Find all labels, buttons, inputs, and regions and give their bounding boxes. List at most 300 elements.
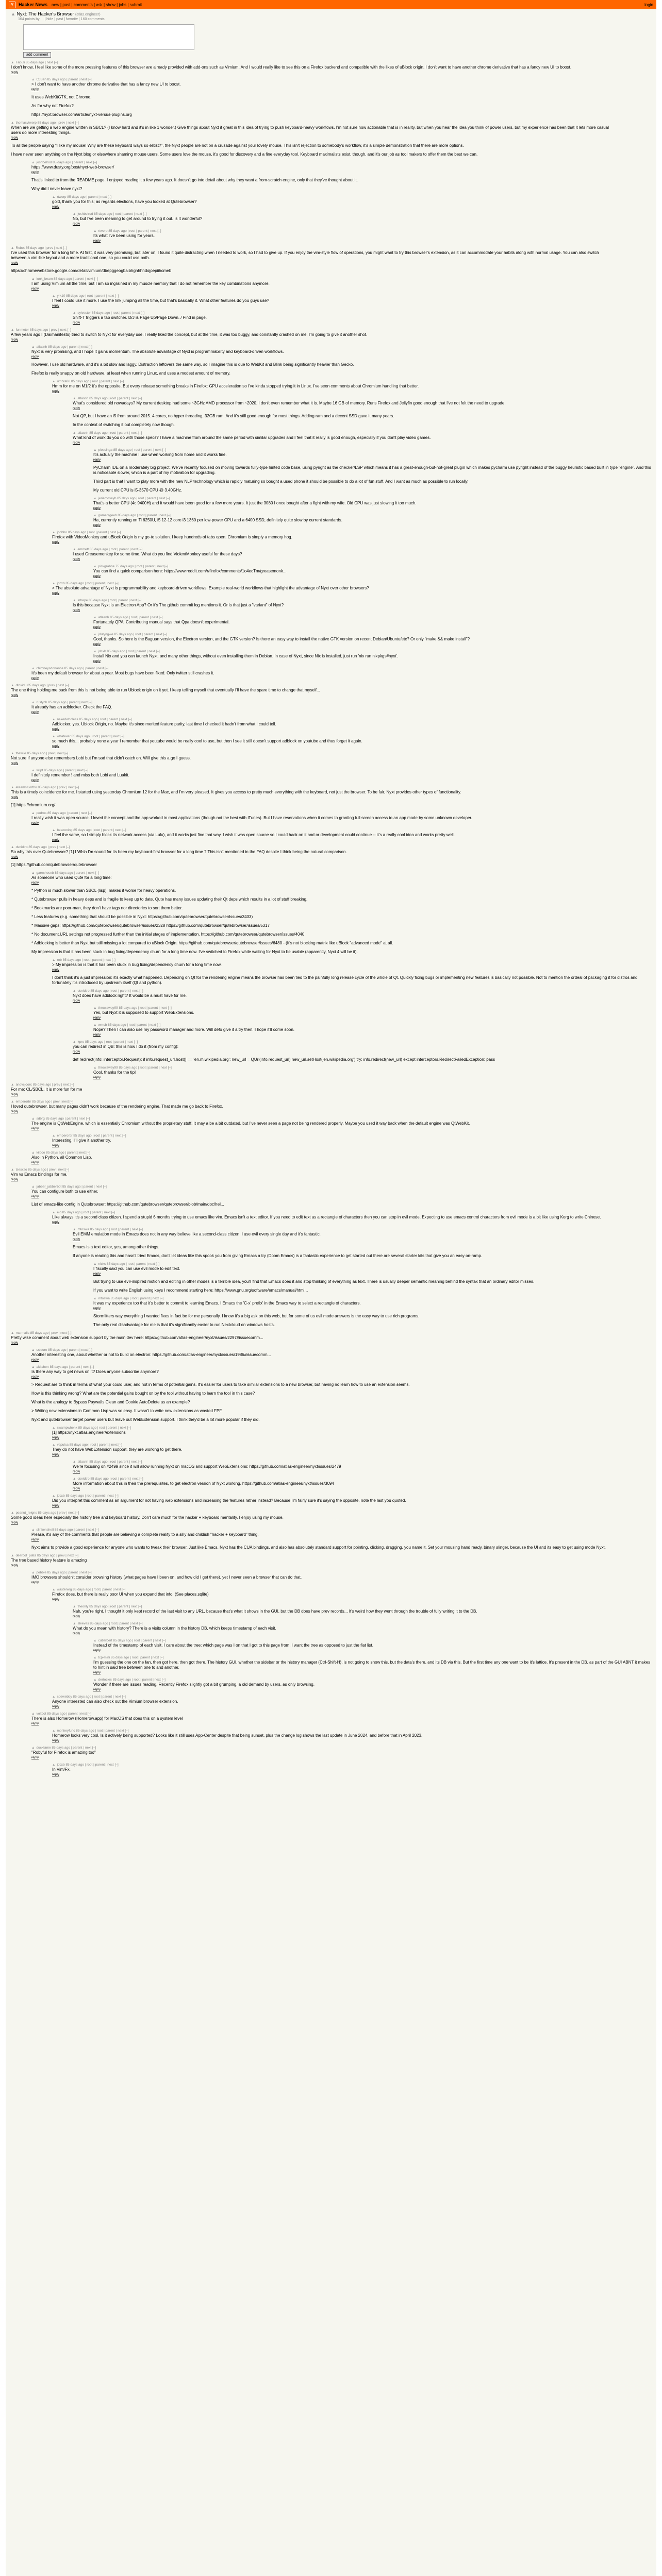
upvote-arrow-icon[interactable]: ▲ [52, 1695, 56, 1699]
comment-meta[interactable] [31, 1746, 651, 1750]
comment-byline[interactable]: yrk10 85 days ago | root | parent | next [–] [57, 294, 119, 298]
upvote-arrow-icon[interactable]: ▲ [73, 397, 76, 400]
upvote-arrow-icon[interactable]: ▲ [93, 565, 97, 568]
reply-link[interactable]: reply [11, 71, 19, 74]
upvote-arrow-icon[interactable]: ▲ [73, 1460, 76, 1464]
comment-byline[interactable]: monkeyfunc 85 days ago | root | parent | next [–] [57, 1729, 129, 1733]
comment-meta[interactable] [52, 1695, 651, 1699]
comment-byline[interactable]: intrepe 85 days ago | root | parent | next [–] [77, 599, 142, 602]
comment-meta[interactable] [52, 1588, 651, 1591]
reply-link[interactable]: reply [31, 778, 39, 782]
comment-byline[interactable]: kilboo 85 days ago | parent | next [–] [36, 1151, 90, 1155]
comment-meta[interactable] [31, 1117, 651, 1121]
upvote-arrow-icon[interactable]: ▲ [93, 650, 97, 653]
upvote-arrow-icon[interactable]: ▲ [52, 582, 56, 585]
upvote-arrow-icon[interactable]: ▲ [31, 1348, 35, 1352]
upvote-arrow-icon[interactable]: ▲ [52, 1211, 56, 1214]
reply-link[interactable]: reply [11, 338, 19, 342]
reply-link[interactable]: reply [52, 1221, 60, 1224]
comment-meta[interactable] [31, 1185, 651, 1189]
comment-meta[interactable] [52, 1134, 651, 1138]
comment-byline[interactable]: sdbrg 85 days ago | parent | next [–] [36, 1117, 90, 1121]
comment-textarea[interactable] [23, 24, 194, 50]
reply-link[interactable]: reply [52, 838, 60, 842]
reply-link[interactable]: reply [73, 1050, 80, 1054]
upvote-arrow-icon[interactable]: ▲ [52, 1588, 56, 1591]
upvote-arrow-icon[interactable]: ▲ [11, 1083, 14, 1087]
comment-meta[interactable] [31, 1348, 651, 1352]
comment-meta[interactable] [31, 1365, 651, 1369]
reply-link[interactable]: reply [31, 710, 39, 714]
comment-byline[interactable]: peanut_reigns 85 days ago | prev | next [–] [15, 1511, 79, 1515]
reply-link[interactable]: reply [52, 1144, 60, 1147]
upvote-arrow-icon[interactable]: ▲ [52, 718, 56, 721]
reply-link[interactable]: reply [31, 1375, 39, 1379]
upvote-arrow-icon[interactable]: ▲ [52, 195, 56, 199]
upvote-arrow-icon[interactable]: ▲ [31, 769, 35, 772]
comment-meta[interactable] [31, 277, 651, 281]
upvote-arrow-icon[interactable]: ▲ [31, 1365, 35, 1369]
upvote-arrow-icon[interactable]: ▲ [11, 1554, 14, 1557]
upvote-arrow-icon[interactable]: ▲ [73, 599, 76, 602]
upvote-arrow-icon[interactable]: ▲ [93, 1262, 97, 1266]
upvote-arrow-icon[interactable]: ▲ [31, 1528, 35, 1532]
comment-byline[interactable]: funmeter 85 days ago | prev | next [–] [15, 328, 71, 332]
upvote-arrow-icon[interactable]: ▲ [31, 1571, 35, 1574]
reply-link[interactable]: reply [11, 1341, 19, 1345]
comment-byline[interactable]: jeriamoseyb 85 days ago | root | parent | next [–] [98, 497, 170, 500]
comment-meta[interactable] [52, 958, 651, 962]
comment-meta[interactable] [93, 497, 651, 500]
comment-byline[interactable]: sdewebby 85 days ago | root | parent | next [–] [57, 1695, 126, 1699]
comment-byline[interactable]: tsesxso 85 days ago | prev | next [–] [15, 1168, 70, 1172]
reply-link[interactable]: reply [93, 642, 101, 646]
reply-link[interactable]: reply [11, 855, 19, 859]
upvote-arrow-icon[interactable]: ▲ [31, 1151, 35, 1155]
upvote-arrow-icon[interactable]: ▲ [52, 735, 56, 738]
comment-byline[interactable]: eteamsit.ortho 85 days ago | prev | next [–] [15, 786, 79, 789]
reply-link[interactable]: reply [31, 881, 39, 885]
comment-byline[interactable]: CJBen 85 days ago | parent | next [–] [36, 78, 92, 81]
reply-link[interactable]: reply [73, 1487, 80, 1490]
comment-byline[interactable]: umbra88 85 days ago | root | parent | next [–] [57, 380, 124, 383]
comment-byline[interactable]: dtoxidu 85 days ago | prev | next [–] [15, 684, 69, 687]
upvote-arrow-icon[interactable]: ▲ [31, 701, 35, 704]
reply-link[interactable]: reply [31, 676, 39, 680]
reply-link[interactable]: reply [52, 1739, 60, 1742]
reply-link[interactable]: reply [11, 1093, 19, 1096]
upvote-arrow-icon[interactable]: ▲ [73, 431, 76, 435]
comment-byline[interactable]: lunk_beam 85 days ago | parent | next [–] [36, 277, 98, 281]
comment-meta[interactable] [93, 616, 651, 619]
reply-link[interactable]: reply [11, 261, 19, 265]
upvote-arrow-icon[interactable]: ▲ [73, 989, 76, 993]
story-title[interactable]: Nyxt: The Hacker's Browser [16, 11, 74, 16]
comment-meta[interactable] [73, 1477, 651, 1481]
comment-byline[interactable]: chimneysdonance 85 days ago | parent | next [–] [36, 667, 109, 670]
upvote-arrow-icon[interactable]: ▲ [52, 958, 56, 962]
comment-byline[interactable]: jdcxb 85 days ago | root | parent | next [–] [98, 650, 160, 653]
reply-link[interactable]: reply [31, 1195, 39, 1198]
comment-meta[interactable] [52, 195, 651, 199]
comment-meta[interactable] [31, 1528, 651, 1532]
comment-byline[interactable]: ssidore 85 days ago | parent | next [–] [36, 1348, 92, 1352]
upvote-arrow-icon[interactable]: ▲ [31, 78, 35, 81]
upvote-arrow-icon[interactable]: ▲ [11, 752, 14, 755]
comment-byline[interactable]: atlasnh 85 days ago | root | parent | next [–] [77, 1460, 142, 1464]
comment-byline[interactable]: elo 85 days ago | root | parent | next [–] [57, 1211, 115, 1214]
reply-link[interactable]: reply [52, 1705, 60, 1708]
comment-meta[interactable] [31, 769, 651, 772]
y-logo-icon[interactable]: Y [9, 2, 15, 8]
reply-link[interactable]: reply [31, 1756, 39, 1759]
upvote-arrow-icon[interactable]: ▲ [73, 548, 76, 551]
upvote-arrow-icon[interactable]: ▲ [11, 1511, 14, 1515]
comment-byline[interactable]: wasterwig 85 days ago | root | parent | next [–] [57, 1588, 126, 1591]
upvote-arrow-icon[interactable]: ▲ [93, 1639, 97, 1642]
reply-link[interactable]: reply [31, 355, 39, 359]
comment-meta[interactable] [52, 735, 651, 738]
comment-byline[interactable]: sleeves 85 days ago | root | parent | next [–] [77, 1622, 143, 1625]
upvote-arrow-icon[interactable]: ▲ [52, 1763, 56, 1767]
comment-meta[interactable] [73, 311, 651, 315]
comment-byline[interactable]: rustycb 85 days ago | parent | next [–] [36, 701, 92, 704]
reply-link[interactable]: reply [31, 1127, 39, 1130]
comment-meta[interactable] [73, 431, 651, 435]
upvote-arrow-icon[interactable]: ▲ [11, 121, 14, 125]
comment-meta[interactable] [93, 1656, 651, 1659]
comment-meta[interactable] [31, 667, 651, 670]
comment-byline[interactable]: swampwhenk 85 days ago | root | parent | next [–] [57, 1426, 131, 1430]
comment-meta[interactable] [52, 1443, 651, 1447]
comment-meta[interactable] [93, 229, 651, 233]
upvote-arrow-icon[interactable]: ▲ [11, 11, 15, 16]
comment-meta[interactable] [73, 1040, 651, 1044]
comment-byline[interactable]: mtoswa 85 days ago | root | parent | next [–] [77, 1228, 143, 1231]
comment-byline[interactable]: plessinga 85 days ago | root | parent | next [–] [98, 448, 166, 452]
upvote-arrow-icon[interactable]: ▲ [73, 1622, 76, 1625]
comment-meta[interactable] [93, 633, 651, 636]
comment-meta[interactable] [93, 1297, 651, 1300]
upvote-arrow-icon[interactable]: ▲ [11, 1100, 14, 1104]
comment-byline[interactable]: vapulsa 85 days ago | root | parent | next [–] [57, 1443, 122, 1447]
reply-link[interactable]: reply [93, 1688, 101, 1691]
reply-link[interactable]: reply [11, 1521, 19, 1524]
reply-link[interactable]: reply [31, 171, 39, 174]
upvote-arrow-icon[interactable]: ▲ [52, 380, 56, 383]
reply-link[interactable]: reply [73, 222, 80, 226]
upvote-arrow-icon[interactable]: ▲ [93, 633, 97, 636]
upvote-arrow-icon[interactable]: ▲ [93, 1297, 97, 1300]
reply-link[interactable]: reply [73, 406, 80, 410]
upvote-arrow-icon[interactable]: ▲ [52, 531, 56, 534]
comment-byline[interactable]: thewile 85 days ago | prev | next [–] [15, 752, 69, 755]
comment-meta[interactable] [93, 1262, 651, 1266]
comment-byline[interactable]: rtwerp 85 days ago | root | parent | next [–] [98, 229, 161, 233]
comment-byline[interactable]: wmcb 85 days ago | root | parent | next [–] [98, 1023, 161, 1027]
comment-byline[interactable]: garecheseb 85 days ago | parent | next [–] [36, 871, 99, 875]
reply-link[interactable]: reply [11, 1178, 19, 1181]
comment-meta[interactable] [31, 345, 651, 349]
comment-byline[interactable]: dsnidtro 85 days ago | root | parent | next [–] [77, 1477, 143, 1481]
comment-byline[interactable]: joshbelrod 85 days ago | parent | next [–] [36, 161, 97, 164]
comment-byline[interactable]: pedros 85 days ago | parent | next [–] [36, 811, 92, 815]
upvote-arrow-icon[interactable]: ▲ [73, 311, 76, 315]
reply-link[interactable]: reply [52, 1598, 60, 1601]
upvote-arrow-icon[interactable]: ▲ [93, 448, 97, 452]
upvote-arrow-icon[interactable]: ▲ [73, 212, 76, 216]
comment-byline[interactable]: atlasnh 85 days ago | root | parent | next [–] [77, 397, 142, 400]
comment-meta[interactable] [93, 1023, 651, 1027]
comment-byline[interactable]: emmett 85 days ago | root | parent | next [–] [77, 548, 143, 551]
comment-byline[interactable]: Robot 85 days ago | prev | next [–] [15, 246, 67, 250]
comment-meta[interactable] [93, 514, 651, 517]
reply-link[interactable]: reply [73, 1470, 80, 1473]
comment-meta[interactable] [11, 1331, 651, 1335]
reply-link[interactable]: reply [73, 1632, 80, 1635]
reply-link[interactable]: reply [31, 1581, 39, 1584]
reply-link[interactable]: reply [93, 239, 101, 243]
comment-byline[interactable]: cutlerbert 85 days ago | root | parent | next [–] [98, 1639, 166, 1642]
reply-link[interactable]: reply [93, 1016, 101, 1020]
comment-byline[interactable]: emperorbr 85 days ago | prev | next [–] [15, 1100, 74, 1104]
comment-meta[interactable] [73, 599, 651, 602]
comment-byline[interactable]: sylvester 85 days ago | root | parent | next [–] [77, 311, 145, 315]
comment-byline[interactable]: anovcjoorc 85 days ago | prev | next [–] [15, 1083, 74, 1087]
reply-link[interactable]: reply [11, 1110, 19, 1113]
comment-meta[interactable] [11, 752, 651, 755]
reply-link[interactable]: reply [93, 458, 101, 462]
comment-meta[interactable] [11, 786, 651, 789]
comment-byline[interactable]: whatever 85 days ago | root | parent | next [–] [57, 735, 124, 738]
comment-meta[interactable] [73, 989, 651, 993]
upvote-arrow-icon[interactable]: ▲ [73, 1477, 76, 1481]
comment-meta[interactable] [11, 121, 651, 125]
comment-byline[interactable]: jdcxb 85 days ago | root | parent | next [–] [57, 582, 119, 585]
comment-byline[interactable]: emperorbr 85 days ago | root | parent | next [–] [57, 1134, 126, 1138]
upvote-arrow-icon[interactable]: ▲ [52, 294, 56, 298]
upvote-arrow-icon[interactable]: ▲ [11, 684, 14, 687]
reply-link[interactable]: reply [52, 744, 60, 748]
comment-byline[interactable]: gamersgeeb 85 days ago | root | parent | next [–] [98, 514, 171, 517]
comment-byline[interactable]: jabber_jabberbot 85 days ago | parent | next [–] [36, 1185, 107, 1189]
reply-link[interactable]: reply [93, 625, 101, 629]
comment-meta[interactable] [52, 1426, 651, 1430]
upvote-arrow-icon[interactable]: ▲ [11, 246, 14, 250]
upvote-arrow-icon[interactable]: ▲ [93, 497, 97, 500]
reply-link[interactable]: reply [93, 523, 101, 527]
upvote-arrow-icon[interactable]: ▲ [11, 845, 14, 849]
comment-meta[interactable] [11, 246, 651, 250]
comment-byline[interactable]: slinkenshell 85 days ago | parent | next [–] [36, 1528, 99, 1532]
comment-meta[interactable] [11, 1511, 651, 1515]
upvote-arrow-icon[interactable]: ▲ [93, 1656, 97, 1659]
reply-link[interactable]: reply [93, 1272, 101, 1276]
upvote-arrow-icon[interactable]: ▲ [11, 328, 14, 332]
comment-byline[interactable]: voltbot 85 days ago | parent | next [–] [36, 1712, 92, 1716]
comment-meta[interactable] [73, 212, 651, 216]
comment-byline[interactable]: jdcxb 85 days ago | root | parent | next [–] [57, 1494, 119, 1498]
reply-link[interactable]: reply [73, 608, 80, 612]
comment-meta[interactable] [93, 650, 651, 653]
comment-byline[interactable]: dertocles 85 days ago | root | parent | next [–] [98, 1678, 166, 1682]
comment-byline[interactable]: pickgrabbe 75 days ago | root | parent | next [–] [98, 565, 169, 568]
comment-byline[interactable]: theonly 85 days ago | root | parent | next [–] [77, 1605, 142, 1608]
reply-link[interactable]: reply [93, 1307, 101, 1310]
reply-link[interactable]: reply [52, 1453, 60, 1456]
reply-link[interactable]: reply [73, 1615, 80, 1618]
upvote-arrow-icon[interactable]: ▲ [52, 1729, 56, 1733]
comment-byline[interactable]: marmalis 85 days ago | prev | next [–] [15, 1331, 72, 1335]
reply-link[interactable]: reply [31, 1161, 39, 1164]
reply-link[interactable]: reply [31, 287, 39, 291]
comment-byline[interactable]: rtwerp 85 days ago | parent | next [–] [57, 195, 112, 199]
reply-link[interactable]: reply [93, 659, 101, 663]
upvote-arrow-icon[interactable]: ▲ [52, 1443, 56, 1447]
comment-meta[interactable] [93, 1066, 651, 1070]
comment-meta[interactable] [11, 61, 651, 64]
comment-meta[interactable] [31, 78, 651, 81]
comment-byline[interactable]: jbobbo 85 days ago | root | parent | next [–] [57, 531, 121, 534]
comment-meta[interactable] [11, 684, 651, 687]
upvote-arrow-icon[interactable]: ▲ [11, 1331, 14, 1335]
comment-meta[interactable] [73, 1622, 651, 1625]
reply-link[interactable]: reply [93, 574, 101, 578]
comment-byline[interactable]: kpro 85 days ago | root | parent | next [–] [77, 1040, 138, 1044]
comment-meta[interactable] [11, 1168, 651, 1172]
upvote-arrow-icon[interactable]: ▲ [52, 1426, 56, 1430]
reply-link[interactable]: reply [52, 591, 60, 595]
comment-meta[interactable] [52, 828, 651, 832]
reply-link[interactable]: reply [52, 1504, 60, 1507]
reply-link[interactable]: reply [93, 1649, 101, 1652]
reply-link[interactable]: reply [11, 136, 19, 140]
comment-byline[interactable]: Fabuli 85 days ago | next [–] [15, 61, 58, 64]
upvote-arrow-icon[interactable]: ▲ [73, 1228, 76, 1231]
upvote-arrow-icon[interactable]: ▲ [31, 871, 35, 875]
comment-meta[interactable] [52, 718, 651, 721]
comment-byline[interactable]: wllpt 85 days ago | parent | next [–] [36, 769, 89, 772]
comment-meta[interactable] [31, 1571, 651, 1574]
comment-byline[interactable]: jdcxb 85 days ago | root | parent | next [–] [57, 1763, 119, 1767]
comment-meta[interactable] [31, 871, 651, 875]
comment-meta[interactable] [52, 582, 651, 585]
nav-text[interactable]: new | past | comments | ask | show | jobs | submit [52, 2, 142, 7]
upvote-arrow-icon[interactable]: ▲ [52, 1494, 56, 1498]
comment-byline[interactable]: dsnidtro 85 days ago | root | parent | next [–] [77, 989, 143, 993]
comment-meta[interactable] [52, 1763, 651, 1767]
comment-byline[interactable]: nicks 85 days ago | root | parent | next [–] [98, 1262, 160, 1266]
comment-byline[interactable]: atlasnh 85 days ago | root | parent | next [–] [77, 431, 142, 435]
reply-link[interactable]: reply [31, 1538, 39, 1541]
comment-meta[interactable] [52, 1729, 651, 1733]
upvote-arrow-icon[interactable]: ▲ [31, 161, 35, 164]
upvote-arrow-icon[interactable]: ▲ [31, 1185, 35, 1189]
comment-byline[interactable]: mtoswa 85 days ago | root | parent | next [–] [98, 1297, 163, 1300]
reply-link[interactable]: reply [93, 1076, 101, 1079]
comment-meta[interactable] [11, 1083, 651, 1087]
nav-links[interactable] [52, 3, 142, 7]
comment-meta[interactable] [93, 565, 651, 568]
reply-link[interactable]: reply [73, 557, 80, 561]
comment-meta[interactable] [73, 1605, 651, 1608]
comment-byline[interactable]: throwaway99 85 days ago | root | parent | next [–] [98, 1006, 172, 1010]
comment-meta[interactable] [31, 811, 651, 815]
comment-byline[interactable]: duckfame 85 days ago | parent | next [–] [36, 1746, 96, 1750]
comment-meta[interactable] [73, 548, 651, 551]
upvote-arrow-icon[interactable]: ▲ [31, 1117, 35, 1121]
reply-link[interactable]: reply [73, 999, 80, 1003]
upvote-arrow-icon[interactable]: ▲ [31, 277, 35, 281]
reply-link[interactable]: reply [52, 205, 60, 209]
comment-meta[interactable] [93, 1006, 651, 1010]
reply-link[interactable]: reply [31, 1722, 39, 1725]
comment-byline[interactable]: rob 85 days ago | root | parent | next [–] [57, 958, 115, 962]
upvote-arrow-icon[interactable]: ▲ [93, 229, 97, 233]
comment-meta[interactable] [52, 294, 651, 298]
add-comment-button[interactable]: add comment [23, 52, 51, 58]
comment-meta[interactable] [11, 1100, 651, 1104]
upvote-arrow-icon[interactable]: ▲ [31, 667, 35, 670]
comment-byline[interactable]: thomasvtwerp 85 days ago | prev | next [–] [15, 121, 79, 125]
reply-link[interactable]: reply [52, 389, 60, 393]
comment-meta[interactable] [31, 701, 651, 704]
comment-meta[interactable] [11, 845, 651, 849]
comment-meta[interactable] [73, 1460, 651, 1464]
upvote-arrow-icon[interactable]: ▲ [93, 1023, 97, 1027]
comment-byline[interactable]: akitchen 85 days ago | parent | next [–] [36, 1365, 94, 1369]
upvote-arrow-icon[interactable]: ▲ [93, 514, 97, 517]
comment-meta[interactable] [73, 397, 651, 400]
reply-link[interactable]: reply [52, 304, 60, 308]
upvote-arrow-icon[interactable]: ▲ [11, 1168, 14, 1172]
reply-link[interactable]: reply [11, 1564, 19, 1567]
reply-link[interactable]: reply [52, 968, 60, 972]
upvote-arrow-icon[interactable]: ▲ [93, 1678, 97, 1682]
upvote-arrow-icon[interactable]: ▲ [73, 1040, 76, 1044]
reply-link[interactable]: reply [11, 693, 19, 697]
comment-byline[interactable]: dsnidtro 85 days ago | prev | next [–] [15, 845, 70, 849]
upvote-arrow-icon[interactable]: ▲ [93, 616, 97, 619]
comment-meta[interactable] [52, 1211, 651, 1214]
comment-meta[interactable] [73, 1228, 651, 1231]
login-link[interactable]: login [644, 2, 653, 7]
reply-link[interactable]: reply [52, 1773, 60, 1776]
comment-meta[interactable] [52, 531, 651, 534]
comment-byline[interactable]: joshbelrod 85 days ago | root | parent | next [–] [77, 212, 147, 216]
comment-byline[interactable]: atlasnh 85 days ago | parent | next [–] [36, 345, 92, 349]
upvote-arrow-icon[interactable]: ▲ [52, 1134, 56, 1138]
reply-link[interactable]: reply [52, 1436, 60, 1439]
upvote-arrow-icon[interactable]: ▲ [31, 1712, 35, 1716]
comment-meta[interactable] [11, 328, 651, 332]
comment-byline[interactable]: pebble 85 days ago | parent | next [–] [36, 1571, 92, 1574]
upvote-arrow-icon[interactable]: ▲ [52, 828, 56, 832]
upvote-arrow-icon[interactable]: ▲ [31, 811, 35, 815]
comment-byline[interactable]: nakedwholess 85 days ago | root | parent | next [–] [57, 718, 132, 721]
comment-meta[interactable] [31, 1151, 651, 1155]
upvote-arrow-icon[interactable]: ▲ [31, 345, 35, 349]
upvote-arrow-icon[interactable]: ▲ [73, 1605, 76, 1608]
upvote-arrow-icon[interactable]: ▲ [11, 61, 14, 64]
story-domain[interactable]: (atlas.engineer) [75, 13, 101, 16]
comment-byline[interactable]: beaconing 85 days ago | root | parent | next [–] [57, 828, 126, 832]
reply-link[interactable]: reply [93, 506, 101, 510]
reply-link[interactable]: reply [52, 727, 60, 731]
upvote-arrow-icon[interactable]: ▲ [93, 1006, 97, 1010]
reply-link[interactable]: reply [31, 821, 39, 825]
reply-link[interactable]: reply [73, 321, 80, 325]
